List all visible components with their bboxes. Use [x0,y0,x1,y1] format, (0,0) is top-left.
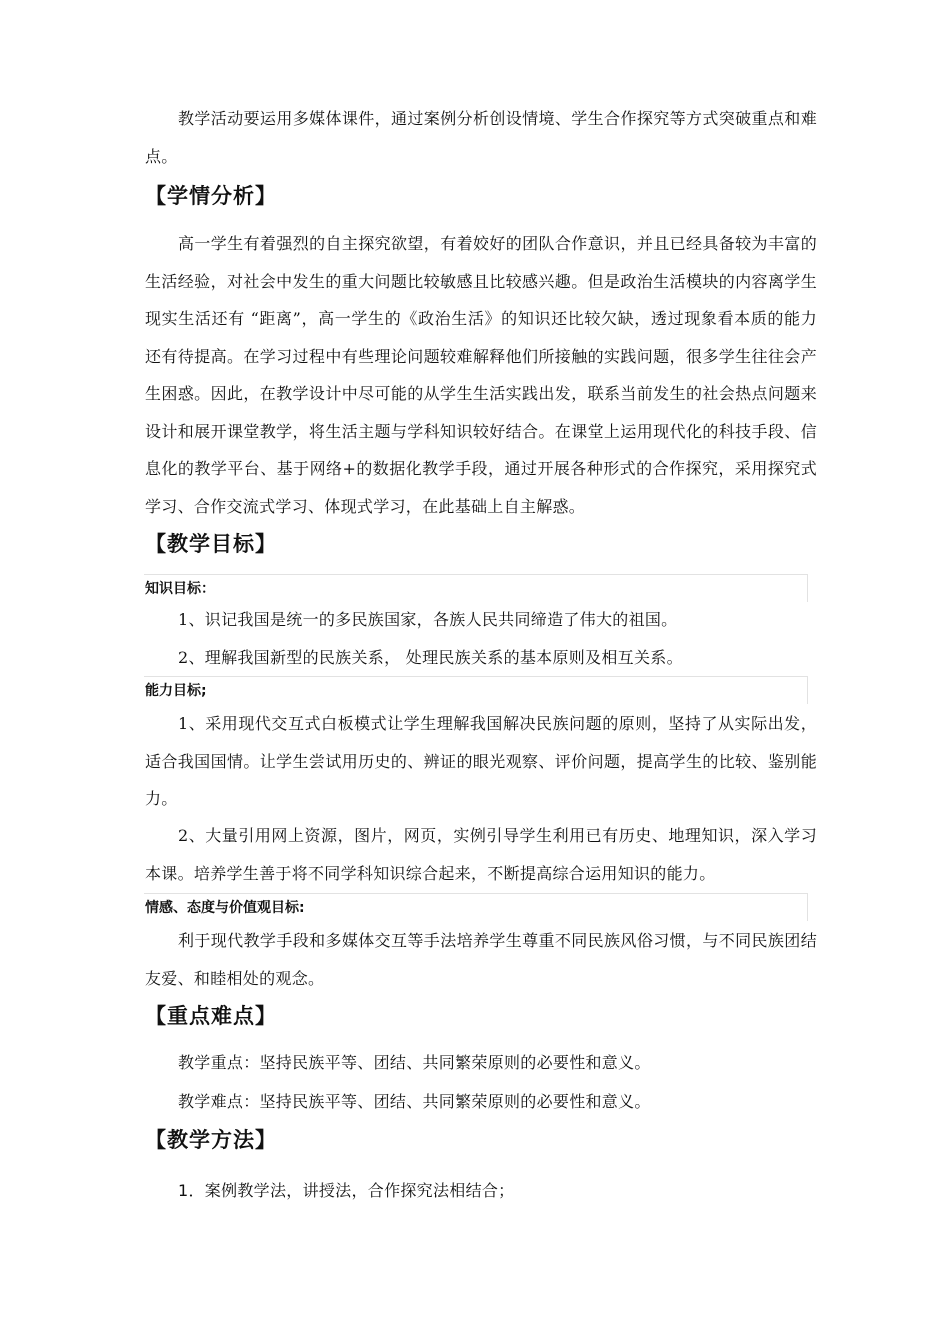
knowledge-objective-item: 1、识记我国是统一的多民族国家，各族人民共同缔造了伟大的祖国。 [178,610,678,629]
method-item: 1．案例教学法，讲授法，合作探究法相结合； [178,1181,515,1200]
emotion-objective-label: 情感、态度与价值观目标: [144,893,808,921]
ability-objective-label: 能力目标; [144,676,808,704]
section-heading-key-points: 【重点难点】 [145,1004,277,1028]
key-point-text: 教学重点：坚持民族平等、团结、共同繁荣原则的必要性和意义。 [178,1053,651,1072]
emotion-objective-paragraph: 利于现代教学手段和多媒体交互等手法培养学生尊重不同民族风俗习惯，与不同民族团结友爱、和睦相处的观念。 [145,931,817,988]
ability-objective-item: 1、采用现代交互式白板模式让学生理解我国解决民族问题的原则，坚持了从实际出发，适合我国国情。让学生尝试用历史的、辨证的眼光观察、评价问题，提高学生的比较、鉴别能力。 [145,714,817,808]
section-heading-learning-analysis: 【学情分析】 [145,184,277,208]
difficult-point-text: 教学难点：坚持民族平等、团结、共同繁荣原则的必要性和意义。 [178,1092,651,1111]
knowledge-objective-label: 知识目标： [144,574,808,602]
section-heading-methods: 【教学方法】 [145,1128,277,1152]
intro-paragraph: 教学活动要运用多媒体课件，通过案例分析创设情境、学生合作探究等方式突破重点和难点。 [145,109,817,166]
knowledge-objective-item: 2、理解我国新型的民族关系， 处理民族关系的基本原则及相互关系。 [178,648,683,667]
section-heading-objectives: 【教学目标】 [145,532,277,556]
ability-objective-item: 2、大量引用网上资源，图片，网页，实例引导学生利用已有历史、地理知识，深入学习本课。培养学生善于将不同学科知识综合起来，不断提高综合运用知识的能力。 [145,826,817,883]
learning-analysis-paragraph: 高一学生有着强烈的自主探究欲望，有着姣好的团队合作意识，并且已经具备较为丰富的生活经验，对社会中发生的重大问题比较敏感且比较感兴趣。但是政治生活模块的内容离学生现实生活还有 “距离”，高一学生的《政治生活》的知识还比较欠缺，透过现象看本质的能力还有待提高。在学习过程中有些理论问题较难解释他们所接触的实践问题，很多学生往往会产生困惑。因此，在教学设计中尽可能的从学生生活实践出发，联系当前发生的社会热点问题来设计和展开课堂教学，将生活主题与学科知识较好结合。在课堂上运用现代化的科技手段、信息化的教学平台、基于网络+的数据化教学手段，通过开展各种形式的合作探究，采用探究式学习、合作交流式学习、体现式学习，在此基础上自主解惑。 [145,234,817,516]
